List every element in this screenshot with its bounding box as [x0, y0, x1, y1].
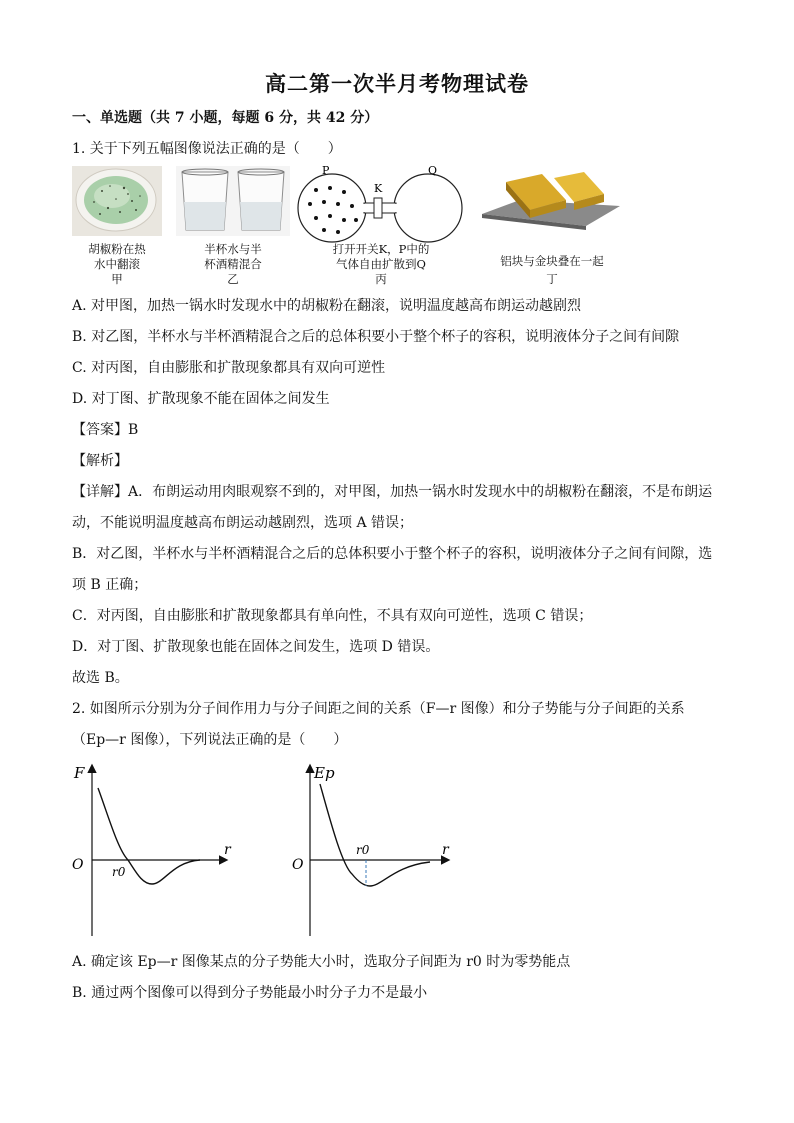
page-title: 高二第一次半月考物理试卷 — [265, 71, 529, 96]
graph2-x-label: r — [442, 842, 449, 858]
figure-ding-image — [480, 166, 624, 236]
graph2-y-label: Ep — [314, 764, 335, 782]
q1-detail-line: 动，不能说明温度越高布朗运动越剧烈，选项 A 错误； — [72, 515, 414, 531]
caption-yi-2: 杯酒精混合 — [204, 257, 262, 271]
graph-potential-distance — [290, 760, 460, 938]
label-p: P — [322, 164, 330, 177]
graph2-curve — [320, 784, 430, 886]
caption-yi-1: 半杯水与半 — [204, 242, 262, 256]
label-k: K — [374, 182, 383, 195]
graph1-y-label: F — [74, 764, 85, 782]
q1-option-d: D. 对丁图、扩散现象不能在固体之间发生 — [72, 391, 330, 407]
graph1-r0-label: r0 — [112, 865, 126, 879]
caption-ding-2: 丁 — [546, 272, 558, 286]
graph-force-distance — [68, 760, 248, 938]
q2-option-a: A. 确定该 Ep—r 图像某点的分子势能大小时，选取分子间距为 r0 时为零势能点 — [72, 954, 571, 970]
q2-stem-line-1: 2. 如图所示分别为分子间作用力与分子间距之间的关系（F—r 图像）和分子势能与分子间距的关系 — [72, 701, 685, 717]
graph2-r0-label: r0 — [356, 843, 370, 857]
q1-option-b: B. 对乙图，半杯水与半杯酒精混合之后的总体积要小于整个杯子的容积，说明液体分子之间有间隙 — [72, 329, 680, 345]
figure-bing-image — [294, 160, 466, 244]
q1-option-c: C. 对丙图，自由膨胀和扩散现象都具有双向可逆性 — [72, 360, 386, 376]
figure-jia-image — [72, 166, 162, 236]
caption-jia-1: 胡椒粉在热 — [88, 242, 146, 256]
caption-bing-3: 丙 — [375, 272, 387, 286]
q1-detail-line: 故选 B。 — [72, 670, 129, 686]
q1-detail-line: C．对丙图，自由膨胀和扩散现象都具有单向性，不具有双向可逆性，选项 C 错误； — [72, 608, 593, 624]
caption-ding-1: 铝块与金块叠在一起 — [500, 254, 604, 268]
q1-detail-line: B．对乙图，半杯水与半杯酒精混合之后的总体积要小于整个杯子的容积，说明液体分子之间有间隙，选 — [72, 546, 713, 562]
caption-yi-3: 乙 — [227, 272, 239, 286]
q1-stem: 1. 关于下列五幅图像说法正确的是（ ） — [72, 141, 342, 157]
q1-analysis-label: 【解析】 — [72, 453, 128, 469]
q1-detail-line: 【详解】A．布朗运动用肉眼观察不到的，对甲图，加热一锅水时发现水中的胡椒粉在翻滚，不是布朗运 — [72, 484, 713, 500]
q1-detail-line: 项 B 正确； — [72, 577, 148, 593]
caption-jia-2: 水中翻滚 — [94, 257, 140, 271]
q1-detail-line: D．对丁图、扩散现象也能在固体之间发生，选项 D 错误。 — [72, 639, 440, 655]
q1-answer: 【答案】B — [72, 422, 139, 438]
q2-stem-line-2: （Ep—r 图像），下列说法正确的是（ ） — [72, 732, 348, 748]
caption-bing-1: 打开开关K，P中的 — [332, 242, 430, 256]
section-heading: 一、单选题（共 7 小题，每题 6 分，共 42 分） — [72, 110, 379, 126]
q1-option-a: A. 对甲图，加热一锅水时发现水中的胡椒粉在翻滚，说明温度越高布朗运动越剧烈 — [72, 298, 582, 314]
caption-bing-2: 气体自由扩散到Q — [336, 257, 426, 271]
q2-option-b: B. 通过两个图像可以得到分子势能最小时分子力不是最小 — [72, 985, 428, 1001]
figure-yi-image — [176, 166, 290, 236]
graph2-origin-label: O — [292, 857, 304, 873]
graph1-origin-label: O — [72, 857, 84, 873]
label-q: Q — [428, 164, 438, 177]
caption-jia-3: 甲 — [111, 272, 123, 286]
graph1-x-label: r — [224, 842, 231, 858]
